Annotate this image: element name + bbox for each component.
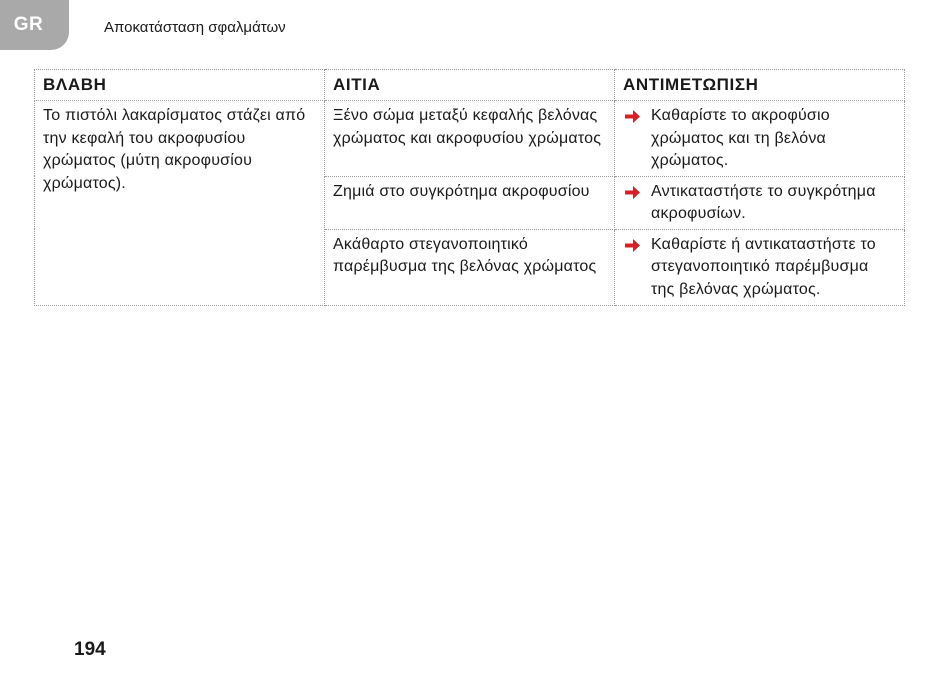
red-arrow-icon bbox=[625, 239, 640, 252]
red-arrow-icon bbox=[625, 186, 640, 199]
column-header-fault: ΒΛΑΒΗ bbox=[35, 70, 325, 101]
remedy-cell bbox=[615, 101, 905, 177]
fault-cell: Το πιστόλι λακαρίσματος στάζει από την κεφαλή του ακροφυσίου χρώματος (μύτη ακροφυσίου χρώματος). bbox=[35, 101, 325, 306]
remedy-text: Καθαρίστε ή αντικαταστήστε το στεγανοποιητικό παρέμβυσμα της βελόνας χρώματος. bbox=[651, 235, 876, 298]
table-header-row bbox=[35, 70, 905, 101]
remedy-cell bbox=[615, 229, 905, 305]
cause-cell: Ακάθαρτο στεγανοποιητικό παρέμβυσμα της βελόνας χρώματος bbox=[325, 229, 615, 305]
remedy-text: Αντικαταστήστε το συγκρότημα ακροφυσίων. bbox=[651, 182, 876, 222]
red-arrow-icon bbox=[625, 110, 640, 123]
column-header-cause: ΑΙΤΙΑ bbox=[325, 70, 615, 101]
page-number: 194 bbox=[74, 639, 106, 660]
troubleshooting-table bbox=[34, 69, 905, 306]
language-tab: GR bbox=[0, 0, 69, 50]
cause-cell: Ζημιά στο συγκρότημα ακροφυσίου bbox=[325, 176, 615, 229]
cause-cell: Ξένο σώμα μεταξύ κεφαλής βελόνας χρώματος και ακροφυσίου χρώματος bbox=[325, 101, 615, 177]
section-title: Αποκατάσταση σφαλμάτων bbox=[104, 19, 286, 36]
column-header-remedy: ΑΝΤΙΜΕΤΩΠΙΣΗ bbox=[615, 70, 905, 101]
table-row bbox=[35, 101, 905, 177]
remedy-cell bbox=[615, 176, 905, 229]
remedy-text: Καθαρίστε το ακροφύσιο χρώματος και τη βελόνα χρώματος. bbox=[651, 107, 830, 169]
